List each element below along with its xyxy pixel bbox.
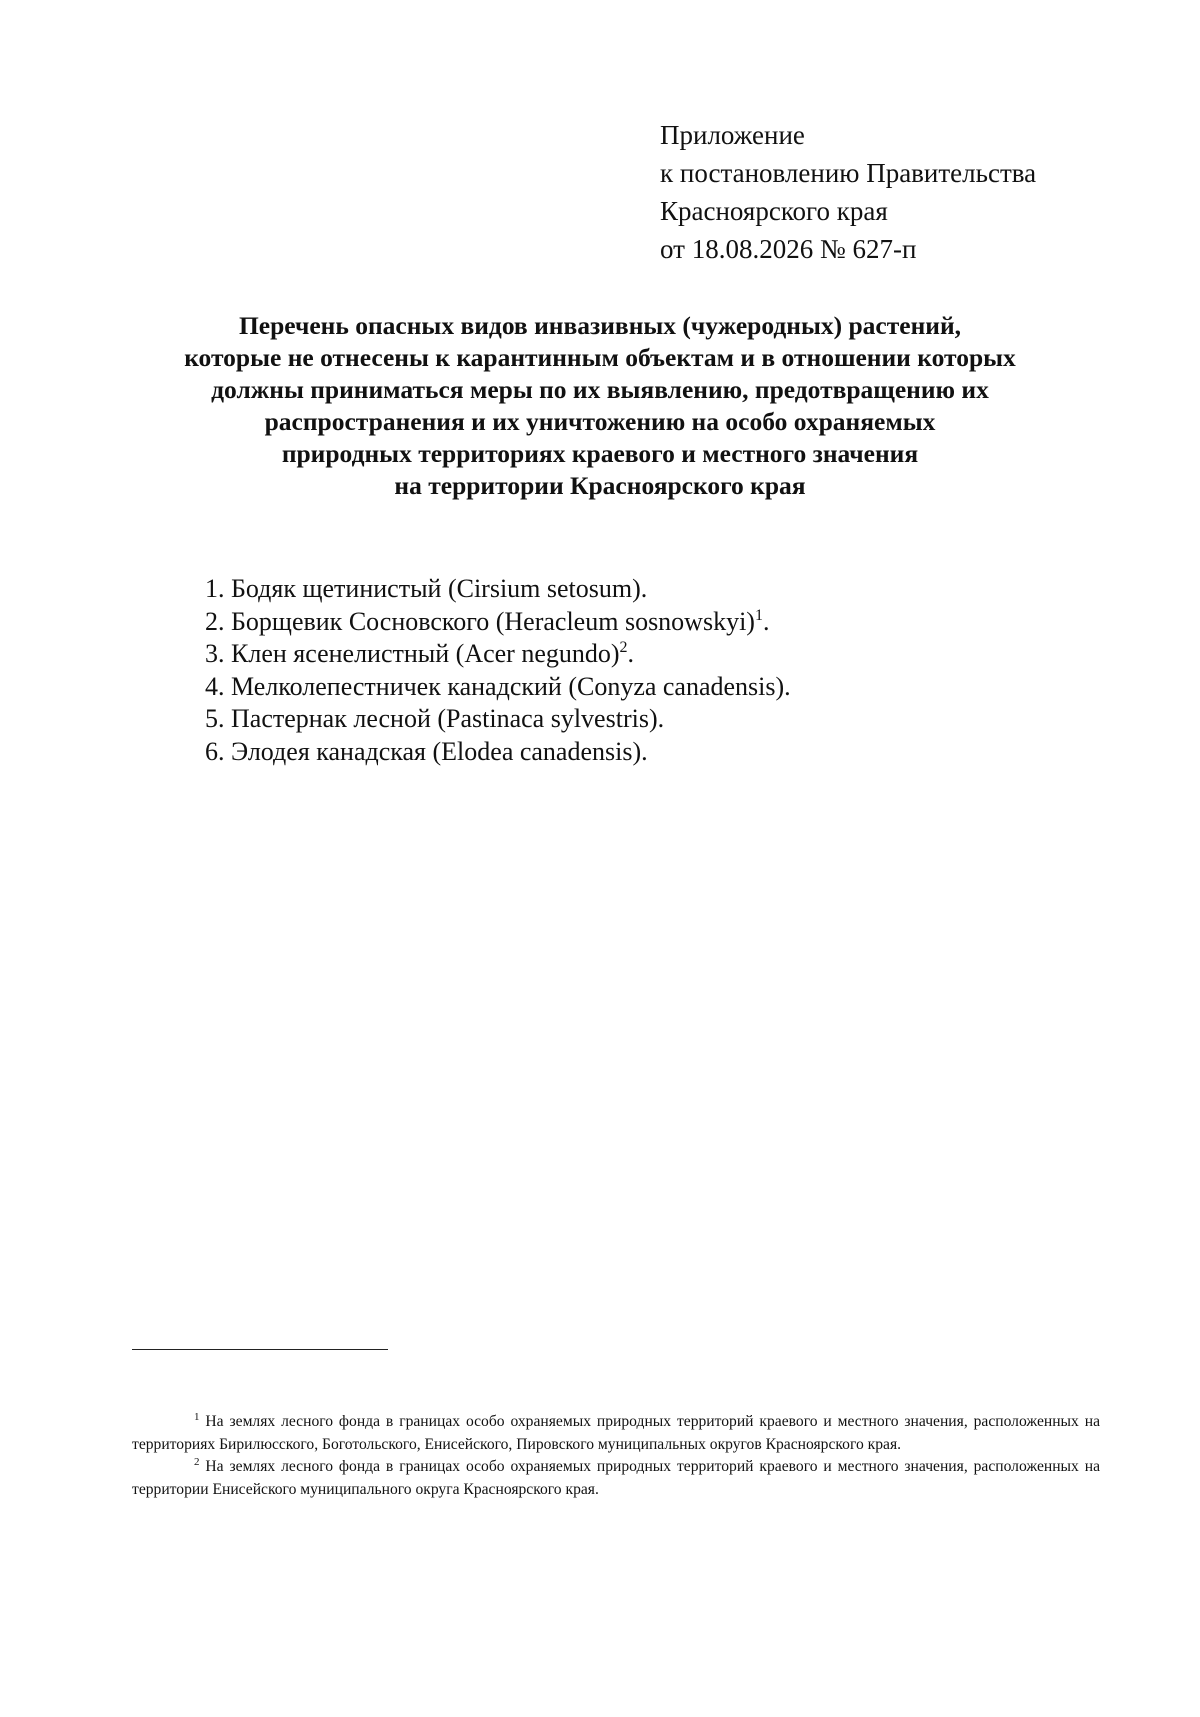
appendix-header (660, 116, 1140, 268)
title-line: должны приниматься меры по их выявлению, предотвращению их (211, 375, 989, 404)
footnote (132, 1411, 1100, 1456)
appendix-region: Красноярского края (660, 196, 888, 226)
species-text: 1. Бодяк щетинистый (Cirsium setosum). (205, 574, 648, 603)
species-text: 2. Борщевик Сосновского (Heracleum sosnowskyi) (205, 606, 755, 636)
species-list (205, 573, 1105, 769)
species-text: 4. Мелколепестничек канадский (Conyza canadensis). (205, 671, 791, 701)
document-title (100, 310, 1100, 502)
title-line: распространения и их уничтожению на особо охраняемых (264, 407, 936, 436)
species-item (205, 638, 1105, 671)
footnote (132, 1456, 1100, 1501)
footnote-text: На землях лесного фонда в границах особо охраняемых природных территорий краевого и местного значения, расположенных на территориях Бирилюсского, Боготольского, Енисейского, Пировского муниципальных округов Красноярского края. (132, 1413, 1100, 1453)
species-text: 6. Элодея канадская (Elodea canadensis). (205, 736, 648, 766)
footnotes (132, 1411, 1100, 1502)
species-item (205, 736, 1105, 769)
appendix-date-number: от 18.08.2026 № 627-п (660, 234, 917, 264)
title-line: которые не отнесены к карантинным объектам и в отношении которых (184, 343, 1016, 372)
title-line: природных территориях краевого и местного значения (281, 439, 919, 468)
footnote-mark: 1 (194, 1411, 200, 1423)
footnote-text: На землях лесного фонда в границах особо охраняемых природных территорий краевого и местного значения, расположенных на территории Енисейского муниципального округа Красноярского края. (132, 1458, 1100, 1499)
species-item (205, 606, 1105, 639)
footnote-mark: 2 (194, 1456, 200, 1469)
species-item (205, 573, 1105, 606)
species-end: . (627, 639, 635, 669)
title-line: Перечень опасных видов инвазивных (чужеродных) растений, (238, 311, 962, 340)
appendix-resolution: к постановлению Правительства (660, 158, 1037, 188)
footnote-ref: 1 (754, 606, 763, 624)
species-item (205, 703, 1105, 736)
species-end: . (762, 606, 770, 636)
footnote-separator (132, 1349, 388, 1350)
species-item (205, 671, 1105, 704)
appendix-label: Приложение (660, 120, 805, 150)
species-text: 3. Клен ясенелистный (Acer negundo) (205, 639, 620, 669)
footnote-ref: 2 (619, 639, 628, 657)
title-line: на территории Красноярского края (394, 471, 806, 500)
species-text: 5. Пастернак лесной (Pastinaca sylvestris). (205, 704, 665, 734)
